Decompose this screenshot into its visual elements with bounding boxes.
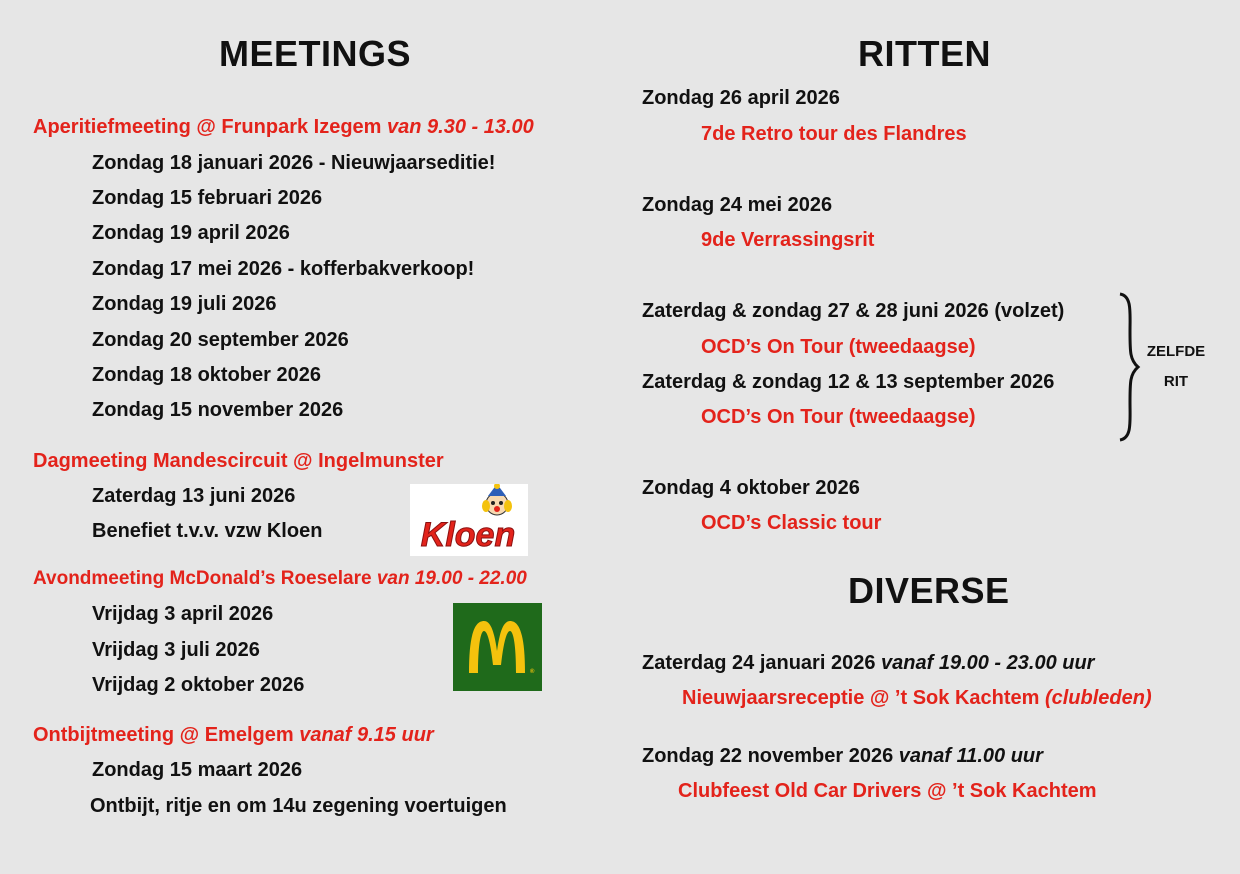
aperitief-date: Zondag 18 januari 2026 - Nieuwjaarseditie! bbox=[92, 152, 496, 174]
rit-name: 7de Retro tour des Flandres bbox=[701, 123, 967, 145]
rit-date: Zondag 4 oktober 2026 bbox=[642, 477, 860, 499]
meetings-heading: MEETINGS bbox=[219, 33, 412, 74]
diverse-time: vanaf 19.00 - 23.00 uur bbox=[881, 652, 1095, 674]
avond-title-text: Avondmeeting McDonald’s Roeselare bbox=[33, 568, 377, 589]
aperitief-date: Zondag 17 mei 2026 - kofferbakverkoop! bbox=[92, 258, 475, 280]
svg-text:®: ® bbox=[530, 669, 535, 675]
rit-name: OCD’s On Tour (tweedaagse) bbox=[701, 336, 976, 358]
dagmeeting-title: Dagmeeting Mandescircuit @ Ingelmunster bbox=[33, 450, 444, 472]
avond-date: Vrijdag 3 juli 2026 bbox=[92, 639, 260, 661]
ontbijt-time: vanaf 9.15 uur bbox=[299, 724, 434, 746]
kloen-logo bbox=[410, 484, 528, 556]
rit-date: Zaterdag & zondag 27 & 28 juni 2026 (volzet) bbox=[642, 300, 1065, 322]
diverse-date-text: Zaterdag 24 januari 2026 bbox=[642, 652, 882, 674]
aperitief-date: Zondag 20 september 2026 bbox=[92, 329, 349, 351]
ritten-heading: RITTEN bbox=[858, 33, 991, 74]
aperitief-date: Zondag 19 juli 2026 bbox=[92, 293, 277, 315]
diverse-name bbox=[682, 687, 1152, 710]
dagmeeting-line: Zaterdag 13 juni 2026 bbox=[92, 485, 296, 507]
diverse-name-extra: (clubleden) bbox=[1044, 687, 1152, 709]
diverse-name-text: Nieuwjaarsreceptie @ ’t Sok Kachtem bbox=[682, 687, 1045, 709]
diverse-date-text: Zondag 22 november 2026 bbox=[642, 745, 899, 767]
zelfde-label: ZELFDE bbox=[1146, 343, 1206, 360]
ontbijt-title-text: Ontbijtmeeting @ Emelgem bbox=[33, 724, 300, 746]
ontbijt-title bbox=[33, 724, 434, 747]
rit-name: OCD’s On Tour (tweedaagse) bbox=[701, 406, 976, 428]
aperitief-date: Zondag 15 februari 2026 bbox=[92, 187, 323, 209]
avond-title bbox=[33, 568, 527, 590]
aperitief-date: Zondag 19 april 2026 bbox=[92, 222, 290, 244]
diverse-date bbox=[642, 745, 1043, 768]
aperitief-date: Zondag 18 oktober 2026 bbox=[92, 364, 321, 386]
aperitief-date: Zondag 15 november 2026 bbox=[92, 399, 344, 421]
diverse-time: vanaf 11.00 uur bbox=[898, 745, 1043, 767]
curly-bracket-icon bbox=[1108, 292, 1148, 442]
diverse-name: Clubfeest Old Car Drivers @ ’t Sok Kachtem bbox=[678, 780, 1097, 802]
avond-date: Vrijdag 2 oktober 2026 bbox=[92, 674, 305, 696]
aperitief-title-text: Aperitiefmeeting @ Frunpark Izegem bbox=[33, 116, 388, 138]
rit-name: 9de Verrassingsrit bbox=[701, 229, 875, 251]
rit-name: OCD’s Classic tour bbox=[701, 512, 882, 534]
ontbijt-line: Ontbijt, ritje en om 14u zegening voertuigen bbox=[90, 795, 507, 817]
dagmeeting-line: Benefiet t.v.v. vzw Kloen bbox=[92, 520, 323, 542]
rit-label: RIT bbox=[1163, 373, 1189, 390]
diverse-date bbox=[642, 652, 1094, 675]
rit-date: Zondag 24 mei 2026 bbox=[642, 194, 833, 216]
mcdonalds-logo-icon bbox=[453, 603, 542, 691]
diverse-heading: DIVERSE bbox=[848, 570, 1010, 611]
ontbijt-line: Zondag 15 maart 2026 bbox=[92, 759, 303, 781]
aperitief-title bbox=[33, 116, 534, 139]
avond-time: van 19.00 - 22.00 bbox=[376, 568, 527, 589]
rit-date: Zondag 26 april 2026 bbox=[642, 87, 840, 109]
kloen-logo-text: Kloen bbox=[420, 516, 516, 554]
aperitief-time: van 9.30 - 13.00 bbox=[387, 116, 534, 138]
rit-date: Zaterdag & zondag 12 & 13 september 2026 bbox=[642, 371, 1055, 393]
avond-date: Vrijdag 3 april 2026 bbox=[92, 603, 274, 625]
